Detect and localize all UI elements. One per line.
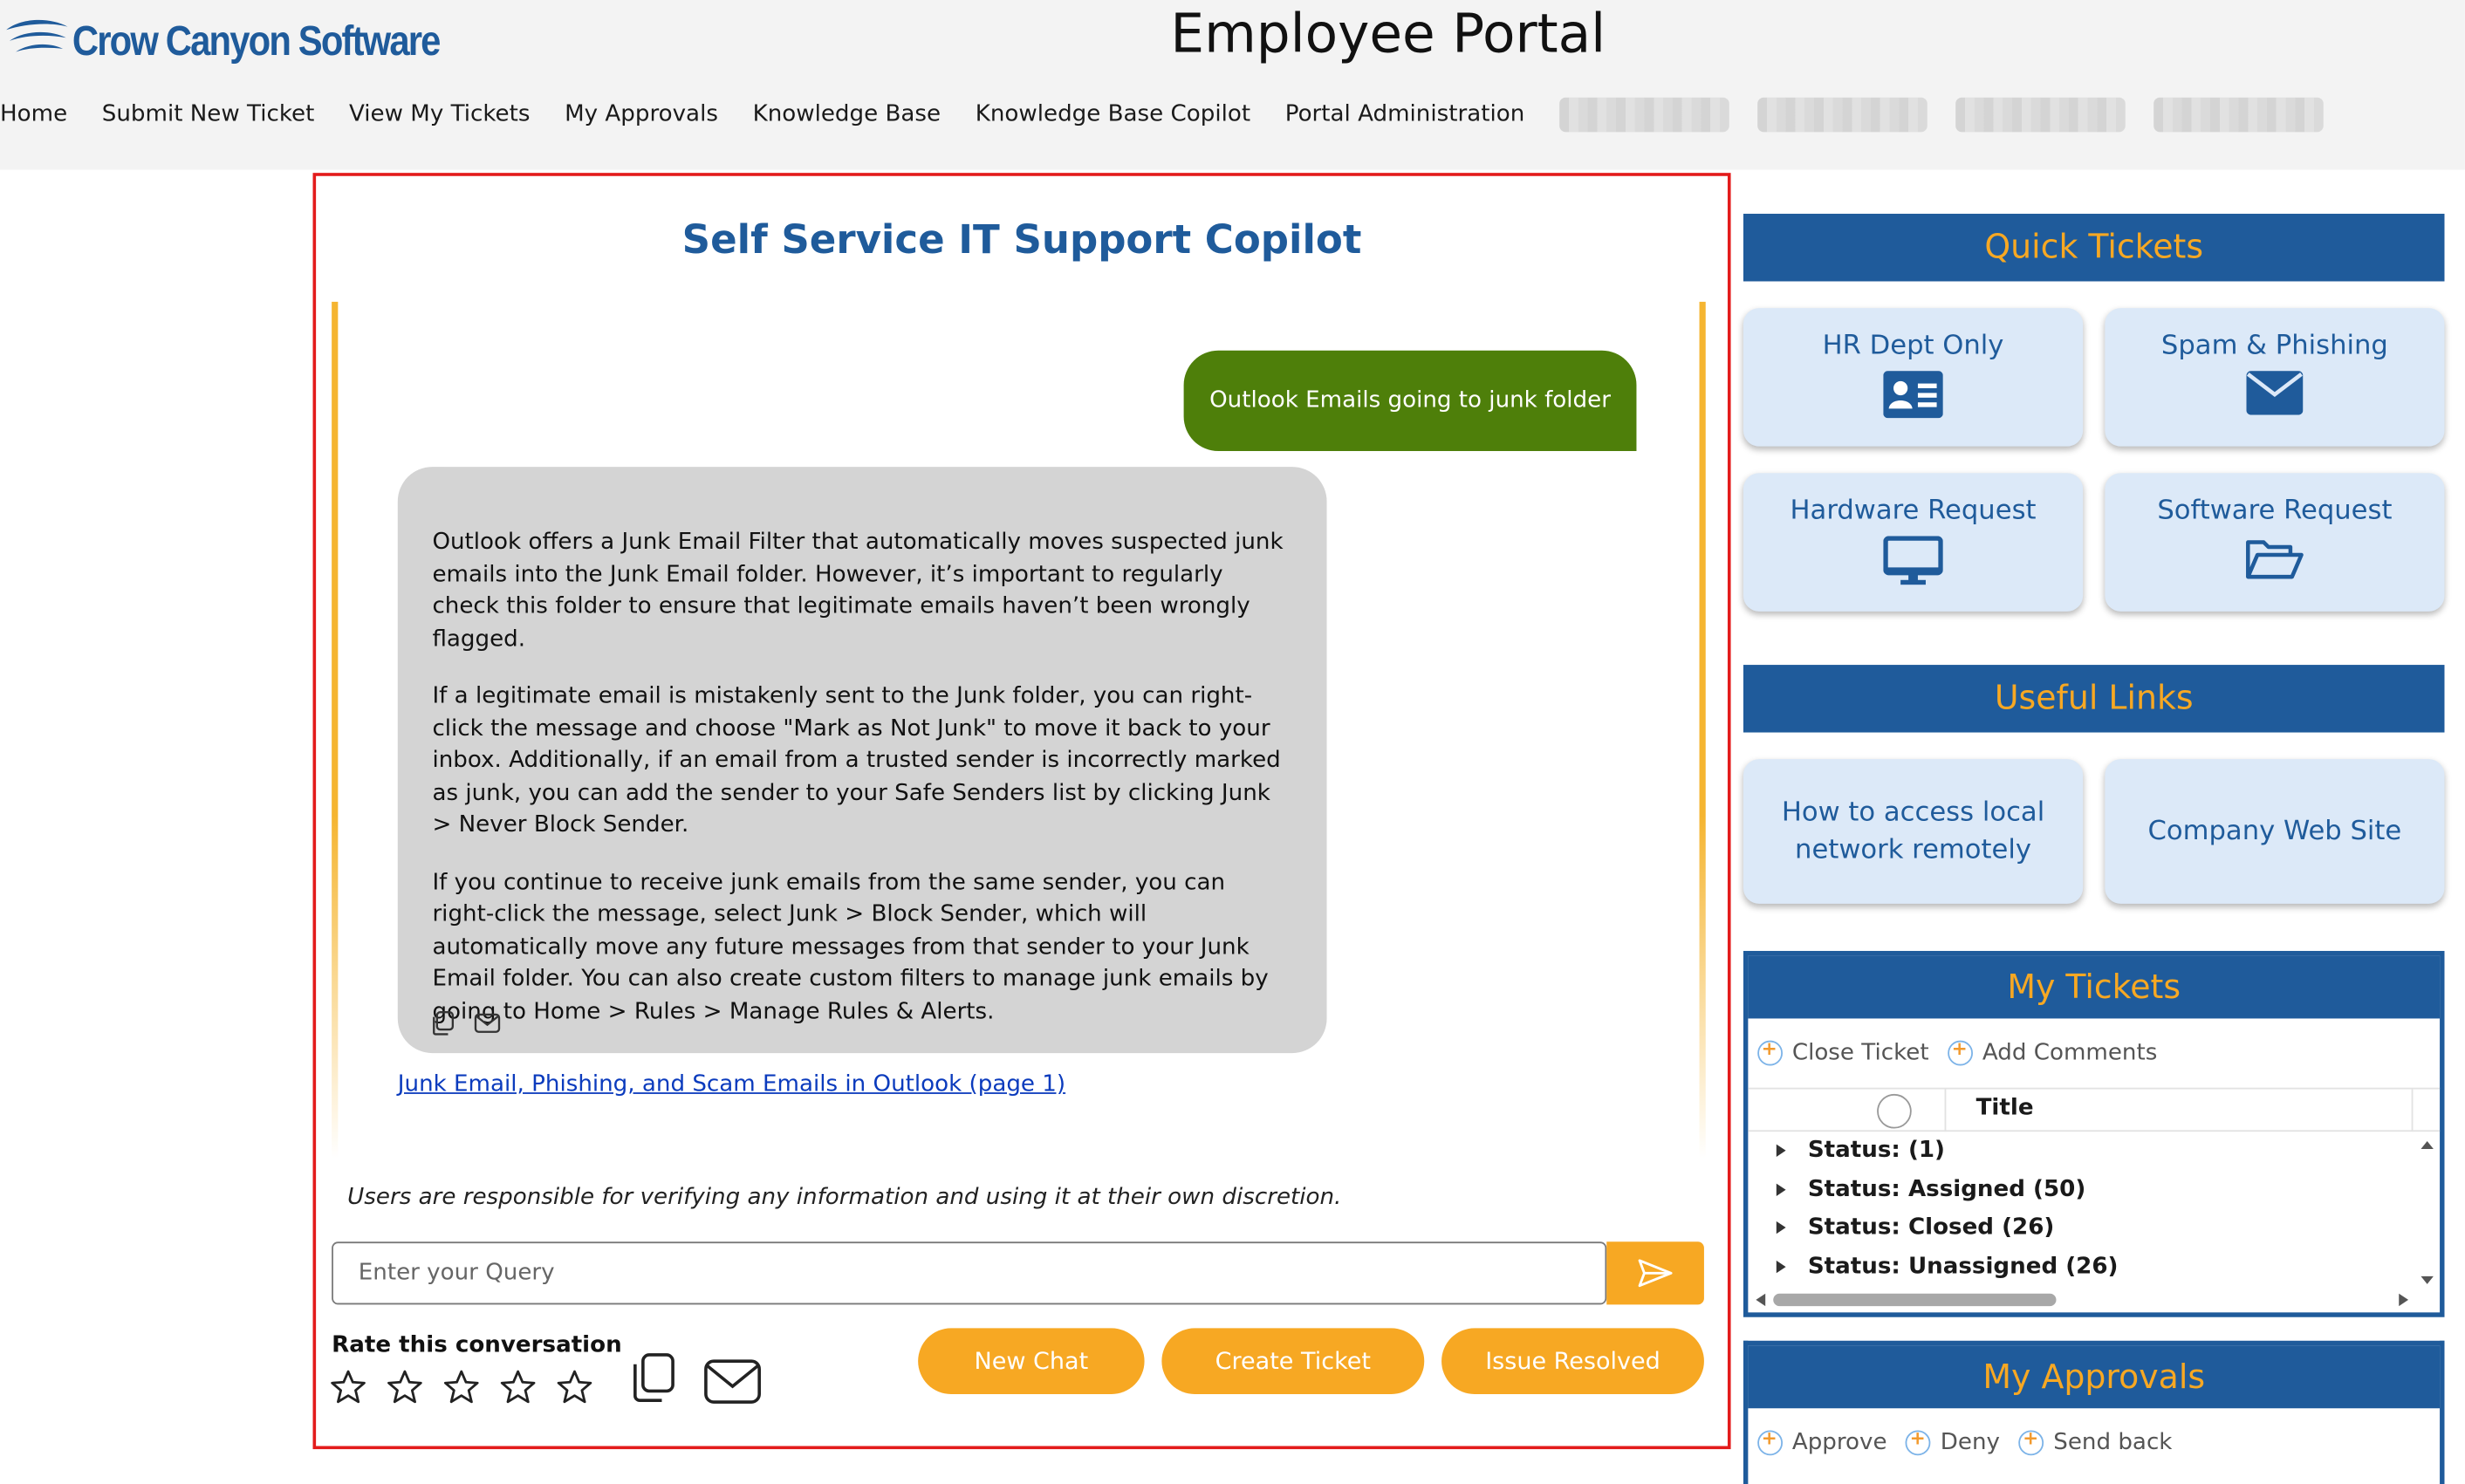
approve-button[interactable] [1757, 1430, 1886, 1455]
tile-hardware-request[interactable] [1743, 473, 2083, 612]
grid-header [1748, 1088, 2440, 1132]
add-circle-icon [1757, 1430, 1783, 1455]
create-ticket-button[interactable]: Create Ticket [1161, 1328, 1424, 1394]
redacted-nav-item [2153, 98, 2324, 133]
my-tickets-panel [1743, 951, 2445, 1317]
monitor-icon [1883, 536, 1942, 586]
tile-spam-phishing[interactable] [2105, 308, 2444, 447]
expand-icon [1777, 1260, 1786, 1272]
useful-links-header: Useful Links [1743, 665, 2445, 732]
top-bar [0, 0, 2465, 170]
folder-open-icon [2245, 536, 2304, 583]
send-icon [1636, 1257, 1674, 1289]
disclaimer-text: Users are responsible for verifying any information and using it at their own discretion. [347, 1185, 1342, 1211]
issue-resolved-button[interactable]: Issue Resolved [1441, 1328, 1704, 1394]
group-label: Status: Closed (26) [1807, 1215, 2055, 1241]
expand-icon [1777, 1145, 1786, 1157]
main-nav [0, 98, 2323, 133]
add-circle-icon [2019, 1430, 2044, 1455]
group-row[interactable] [1748, 1208, 2440, 1247]
bot-message-actions [429, 1009, 502, 1037]
nav-portal-administration[interactable]: Portal Administration [1284, 102, 1525, 127]
chat-border-right [1700, 302, 1706, 1159]
column-divider [1945, 1090, 1947, 1132]
tile-label: HR Dept Only [1822, 330, 2004, 362]
vertical-scrollbar[interactable] [2418, 1137, 2437, 1289]
star-icon[interactable] [498, 1367, 538, 1406]
link-company-web-site[interactable]: Company Web Site [2105, 759, 2444, 904]
nav-submit-new-ticket[interactable]: Submit New Ticket [101, 102, 315, 127]
link-access-local-network[interactable]: How to access local network remotely [1743, 759, 2083, 904]
logo-swoosh-icon [3, 14, 70, 67]
group-row[interactable] [1748, 1248, 2440, 1286]
source-link[interactable]: Junk Email, Phishing, and Scam Emails in Outlook (page 1) [397, 1071, 1066, 1098]
star-icon[interactable] [555, 1367, 594, 1406]
my-tickets-toolbar [1748, 1018, 2440, 1087]
redacted-nav-items [1559, 98, 2324, 133]
deny-button[interactable] [1906, 1430, 2000, 1455]
toolbar-label: Add Comments [1982, 1040, 2158, 1066]
expand-icon [1777, 1183, 1786, 1195]
star-icon[interactable] [385, 1367, 424, 1406]
user-message: Outlook Emails going to junk folder [1184, 351, 1637, 451]
envelope-icon [2246, 371, 2303, 414]
toolbar-label: Approve [1791, 1430, 1887, 1456]
redacted-nav-item [1757, 98, 1927, 133]
select-all-checkbox[interactable] [1877, 1094, 1912, 1129]
nav-knowledge-base[interactable]: Knowledge Base [752, 102, 941, 127]
quick-tickets-header: Quick Tickets [1743, 214, 2445, 281]
send-back-button[interactable] [2019, 1430, 2173, 1455]
tile-label: Spam & Phishing [2160, 330, 2388, 362]
tile-software-request[interactable] [2105, 473, 2444, 612]
nav-home[interactable]: Home [0, 102, 68, 127]
email-conversation-icon[interactable] [702, 1358, 762, 1405]
horizontal-scrollbar[interactable] [1755, 1290, 2412, 1310]
bot-paragraph: If a legitimate email is mistakenly sent to the Junk folder, you can right-click the message and choose "Mark as Not Junk" to move it back to your inbox. Additionally, if an email from a trusted sender is incorrectly marked as junk, you can add the sender to your Safe Senders list by clicking Junk > Never Block Sender. [432, 683, 1281, 838]
tile-label: Software Request [2157, 495, 2393, 527]
group-label: Status: Unassigned (26) [1807, 1254, 2119, 1280]
copy-icon[interactable] [429, 1009, 457, 1037]
chat-area [332, 302, 1706, 1159]
column-divider [2412, 1090, 2414, 1132]
tile-hr-dept-only[interactable] [1743, 308, 2083, 447]
toolbar-label: Close Ticket [1791, 1040, 1929, 1066]
add-comments-button[interactable] [1948, 1041, 2157, 1066]
page-title: Employee Portal [1170, 3, 1606, 66]
my-approvals-toolbar [1748, 1408, 2440, 1477]
bot-message [398, 467, 1327, 1053]
id-card-icon [1883, 371, 1942, 418]
my-approvals-header: My Approvals [1748, 1345, 2440, 1408]
column-header-title[interactable]: Title [1975, 1095, 2034, 1121]
my-approvals-panel [1743, 1341, 2445, 1484]
nav-my-approvals[interactable]: My Approvals [565, 102, 718, 127]
nav-knowledge-base-copilot[interactable]: Knowledge Base Copilot [975, 102, 1251, 127]
group-row[interactable] [1748, 1170, 2440, 1208]
group-row[interactable] [1748, 1132, 2440, 1170]
chat-border-left [332, 302, 338, 1159]
toolbar-label: Deny [1940, 1430, 2001, 1456]
copilot-title: Self Service IT Support Copilot [681, 216, 1362, 263]
add-circle-icon [1948, 1041, 1973, 1066]
send-button[interactable] [1606, 1241, 1704, 1304]
bot-paragraph: If you continue to receive junk emails from the same sender, you can right-click the message, select Junk > Block Sender, which will automatically move any future messages from that sender to your Junk Email folder. You can also create custom filters to manage junk emails by going to Home > Rules > Manage Rules & Alerts. [432, 870, 1269, 1024]
star-icon[interactable] [329, 1367, 368, 1406]
email-icon[interactable] [473, 1009, 501, 1037]
add-circle-icon [1757, 1041, 1783, 1066]
company-logo[interactable] [3, 10, 499, 72]
redacted-nav-item [1955, 98, 2126, 133]
expand-icon [1777, 1221, 1786, 1234]
copilot-panel [313, 173, 1731, 1449]
group-label: Status: (1) [1807, 1138, 1946, 1164]
redacted-nav-item [1559, 98, 1729, 133]
logo-text: Crow Canyon Software [72, 16, 440, 64]
star-icon[interactable] [442, 1367, 481, 1406]
group-label: Status: Assigned (50) [1807, 1176, 2086, 1202]
toolbar-label: Send back [2053, 1430, 2173, 1456]
new-chat-button[interactable]: New Chat [918, 1328, 1144, 1394]
star-rating [329, 1367, 594, 1406]
query-input[interactable] [332, 1241, 1606, 1304]
copy-conversation-icon[interactable] [627, 1351, 681, 1405]
my-tickets-header: My Tickets [1748, 955, 2440, 1018]
add-circle-icon [1906, 1430, 1931, 1455]
rate-label: Rate this conversation [332, 1332, 622, 1358]
tile-label: Hardware Request [1790, 495, 2037, 527]
close-ticket-button[interactable] [1757, 1041, 1928, 1066]
nav-view-my-tickets[interactable]: View My Tickets [348, 102, 531, 127]
bot-paragraph: Outlook offers a Junk Email Filter that automatically moves suspected junk emails into the Junk Email folder. However, it’s important to regularly check this folder to ensure that legitimate emails haven’t been wrongly flagged. [432, 530, 1284, 652]
